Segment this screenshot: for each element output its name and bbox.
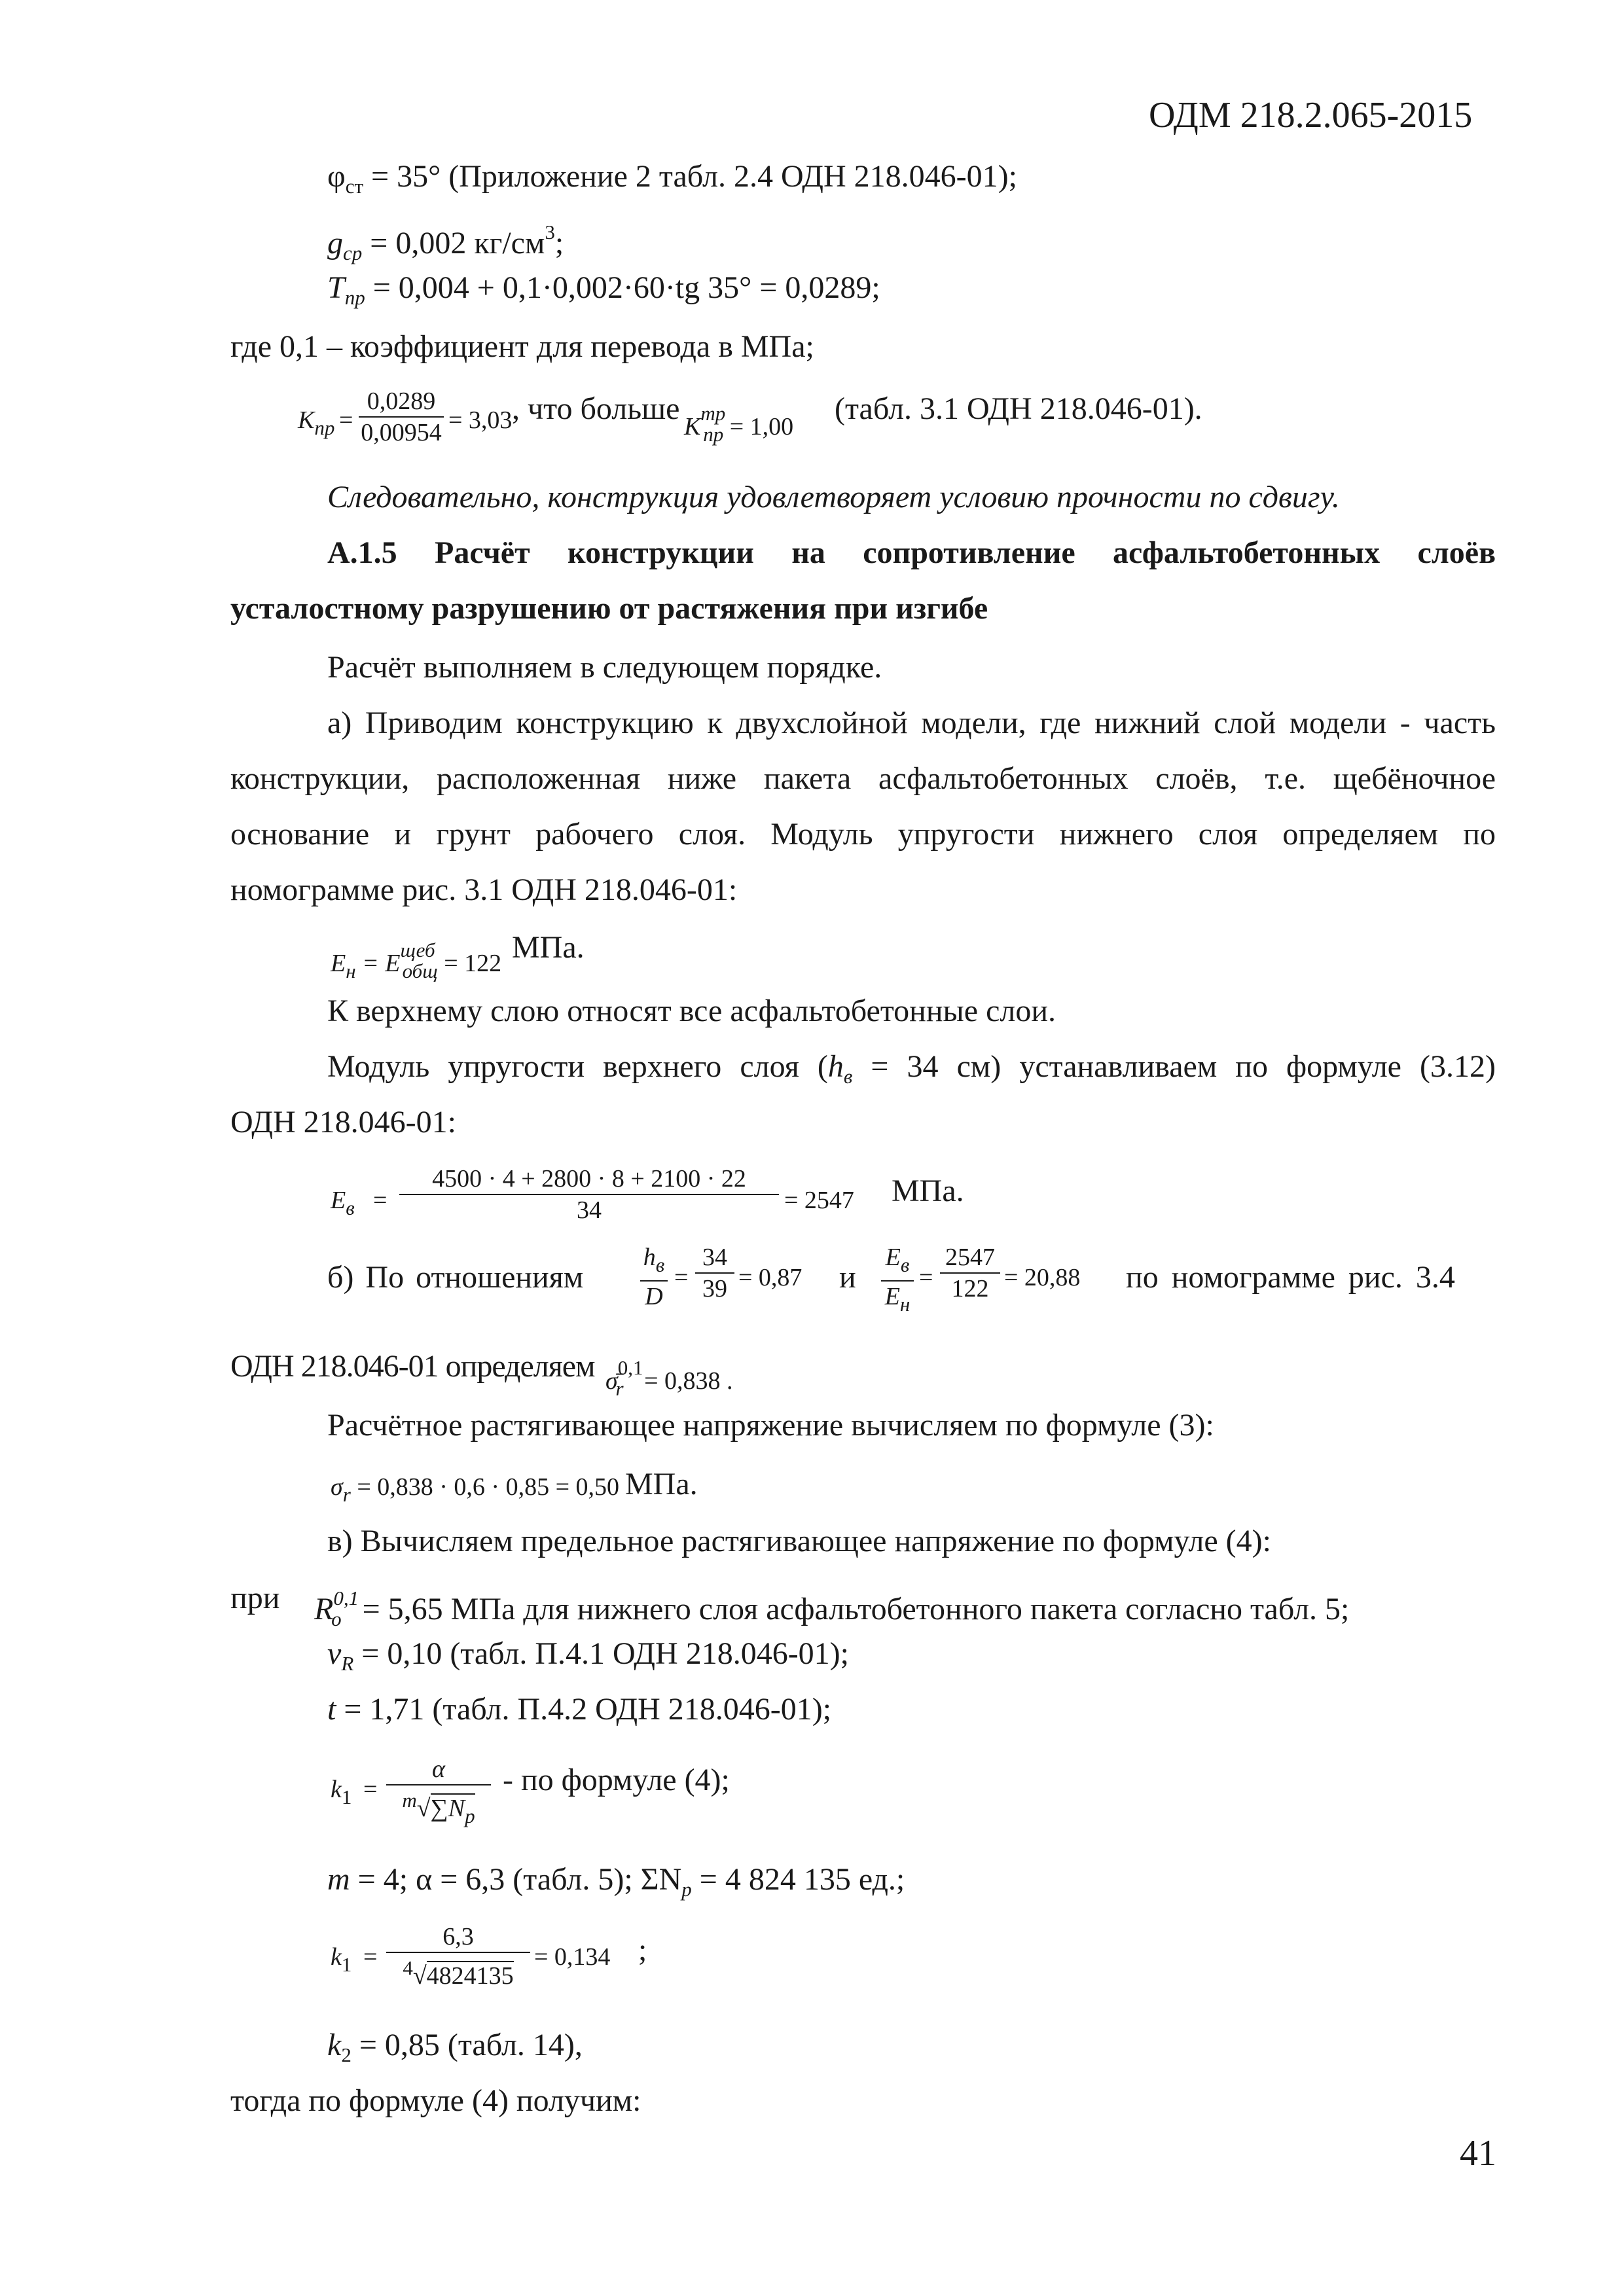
paragraph-limit-stress: в) Вычисляем предельное растягивающее напряжение по формуле (4): xyxy=(327,1524,1271,1558)
where-line: где 0,1 – коэффициент для перевода в МПа; xyxy=(230,329,814,364)
paragraph-modulus-line2: ОДН 218.046-01: xyxy=(230,1105,456,1139)
final-line: тогда по формуле (4) получим: xyxy=(230,2083,641,2118)
paragraph-modulus-line1: Модуль упругости верхнего слоя ($h_в = 34$ см) устанавливаем по формуле (3.12) xyxy=(327,1049,1496,1088)
g-line: $g_{ср} = 0,002$ $кг/см^3$; xyxy=(327,221,564,264)
paragraph-tensile-stress: Расчётное растягивающее напряжение вычисляем по формуле (3): xyxy=(327,1408,1214,1443)
paragraph-a-line1: а) Приводим конструкцию к двухслойной модели, где нижний слой модели - часть xyxy=(327,706,1496,740)
t-line: $T_{пр} = 0,004 + 0,1\cdot 0,002\cdot 60\cdot tg$ 35° = 0,0289; xyxy=(327,270,880,309)
paragraph-upper-layer: К верхнему слою относят все асфальтобетонные слои. xyxy=(327,994,1056,1028)
section-title-line2: усталостному разрушению от растяжения при изгибе xyxy=(230,591,988,626)
k2-line: $k_2 = 0,85$ (табл. 14), xyxy=(327,2028,583,2066)
m-alpha-line: m = 4; α = 6,3 (табл. 5); $\Sigma N_p = 4$ 824 135 ед.; xyxy=(327,1862,905,1901)
document-code: ОДМ 218.2.065-2015 xyxy=(1149,95,1473,135)
conclusion-text: Следовательно, конструкция удовлетворяет условию прочности по сдвигу. xyxy=(327,480,1340,514)
paragraph-a-line2: конструкции, расположенная ниже пакета асфальтобетонных слоёв, т.е. щебёночное xyxy=(230,761,1496,796)
v-line: $v_R = 0,10$ (табл. П.4.1 ОДН 218.046-01); xyxy=(327,1636,849,1675)
paragraph-a-line4: номограмме рис. 3.1 ОДН 218.046-01: xyxy=(230,872,738,907)
page-number: 41 xyxy=(1460,2133,1496,2174)
t-student-line: t = 1,71 (табл. П.4.2 ОДН 218.046-01); xyxy=(327,1692,832,1727)
phi-line: $\varphi_{ст} = 35^\circ$ (Приложение 2 табл. 2.4 ОДН 218.046-01); xyxy=(327,159,1017,198)
paragraph-order: Расчёт выполняем в следующем порядке. xyxy=(327,650,882,685)
section-title-line1: А.1.5 Расчёт конструкции на сопротивление асфальтобетонных слоёв xyxy=(327,535,1496,570)
paragraph-a-line3: основание и грунт рабочего слоя. Модуль упругости нижнего слоя определяем по xyxy=(230,817,1496,852)
